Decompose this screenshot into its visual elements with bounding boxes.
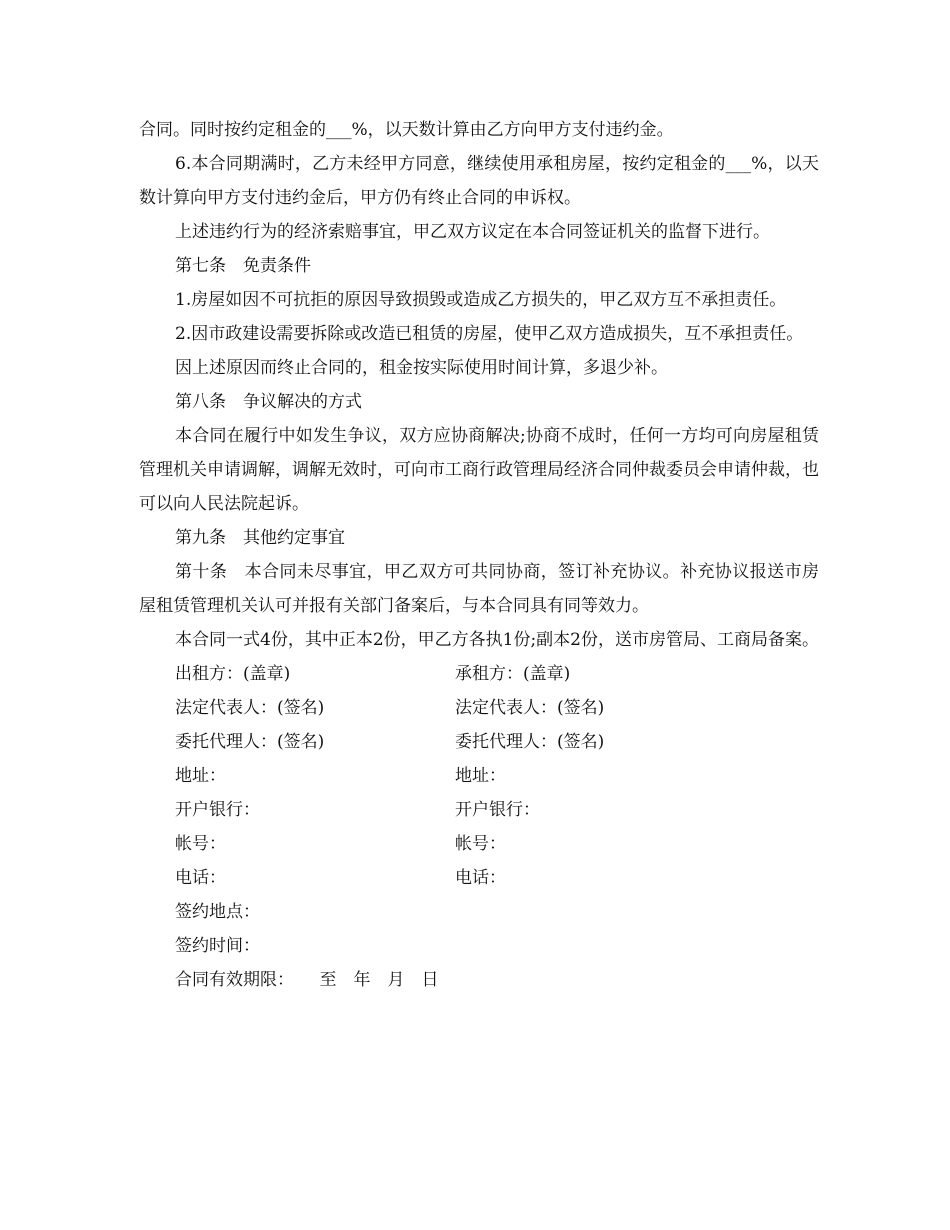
contract-paragraph: 第九条 其他约定事宜 [175, 528, 345, 548]
contract-paragraph: 第八条 争议解决的方式 [175, 392, 362, 412]
contract-paragraph: 因上述原因而终止合同的，租金按实际使用时间计算，多退少补。 [175, 358, 668, 378]
contract-paragraph: 本合同一式4份，其中正本2份，甲乙方各执1份;副本2份，送市房管局、工商局备案。 [175, 630, 819, 650]
lessee-field: 帐号： [455, 834, 506, 854]
lessee-field: 承租方：(盖章) [455, 664, 571, 684]
signature-row [139, 793, 819, 827]
signature-row [139, 895, 819, 929]
lessee-field: 电话： [455, 868, 506, 888]
lessor-field: 法定代表人：(签名) [175, 698, 325, 718]
signature-row [139, 657, 819, 691]
validity-row [139, 963, 819, 997]
contract-paragraph: 6.本合同期满时，乙方未经甲方同意，继续使用承租房屋，按约定租金的___%，以天数计算向甲方支付违约金后，甲方仍有终止合同的申诉权。 [139, 154, 819, 208]
lessor-field: 地址： [175, 766, 226, 786]
signature-row [139, 861, 819, 895]
signature-row [139, 929, 819, 963]
signature-row [139, 725, 819, 759]
lessee-field: 地址： [455, 766, 506, 786]
lessor-field: 帐号： [175, 834, 226, 854]
signature-row [139, 827, 819, 861]
contract-body [139, 113, 819, 997]
contract-paragraph: 本合同在履行中如发生争议，双方应协商解决;协商不成时，任何一方均可向房屋租赁管理机关申请调解，调解无效时，可向市工商行政管理局经济合同仲裁委员会申请仲裁，也可以向人民法院起诉。 [139, 426, 819, 514]
contract-paragraph: 第十条 本合同未尽事宜，甲乙双方可共同协商，签订补充协议。补充协议报送市房屋租赁管理机关认可并报有关部门备案后，与本合同具有同等效力。 [139, 562, 819, 616]
contract-paragraph: 2.因市政建设需要拆除或改造已租赁的房屋，使甲乙双方造成损失，互不承担责任。 [175, 324, 804, 344]
contract-paragraph: 上述违约行为的经济索赔事宜，甲乙双方议定在本合同签证机关的监督下进行。 [175, 222, 770, 242]
contract-paragraph: 合同。同时按约定租金的___%，以天数计算由乙方向甲方支付违约金。 [139, 120, 674, 140]
lessor-field: 电话： [175, 868, 226, 888]
signature-block [139, 657, 819, 963]
contract-paragraph: 1.房屋如因不可抗拒的原因导致损毁或造成乙方损失的，甲乙双方互不承担责任。 [175, 290, 787, 310]
lessor-field: 开户银行： [175, 800, 260, 820]
contract-paragraph: 第七条 免责条件 [175, 256, 311, 276]
lessor-field: 委托代理人：(签名) [175, 732, 325, 752]
lessor-field: 签约地点： [175, 902, 260, 922]
lessee-field: 委托代理人：(签名) [455, 732, 605, 752]
lessor-field: 签约时间： [175, 936, 260, 956]
signature-row [139, 759, 819, 793]
lessor-field: 出租方：(盖章) [175, 664, 291, 684]
validity-text: 合同有效期限： 至 年 月 日 [175, 970, 439, 990]
signature-row [139, 691, 819, 725]
clause-list [139, 113, 819, 657]
lessee-field: 开户银行： [455, 800, 540, 820]
lessee-field: 法定代表人：(签名) [455, 698, 605, 718]
